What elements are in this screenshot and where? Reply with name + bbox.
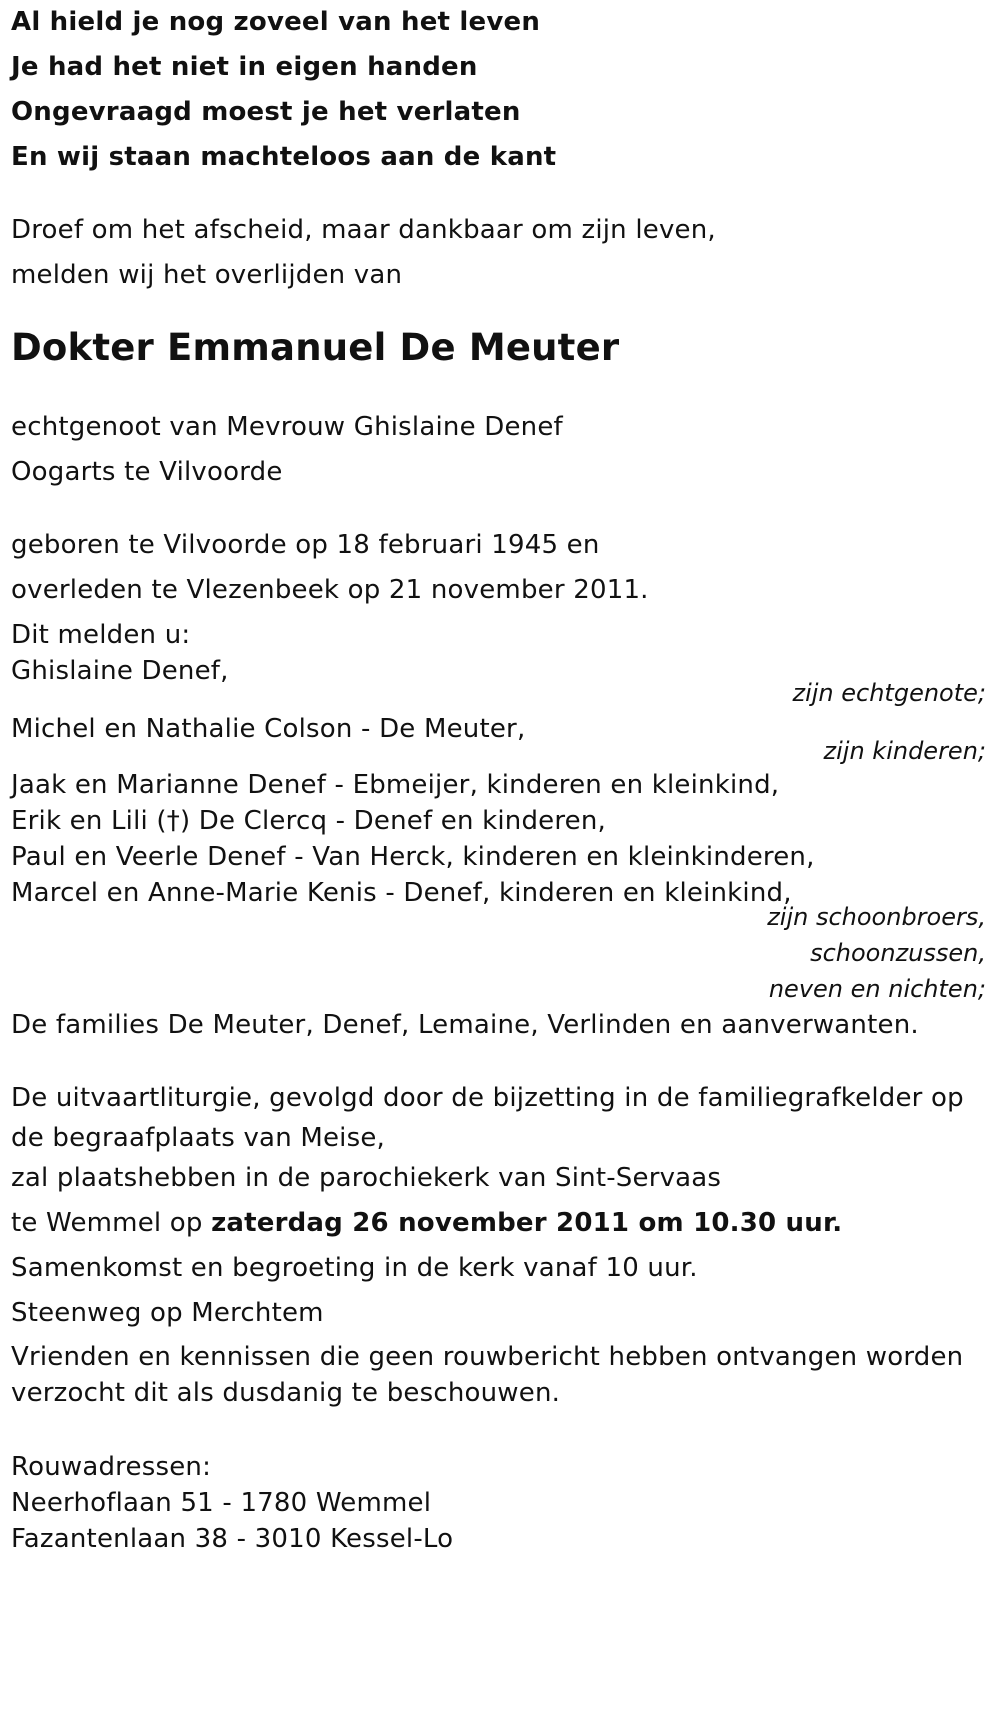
- death-date-line: overleden te Vlezenbeek op 21 november 2011.: [11, 575, 649, 605]
- profession-detail: Oogarts te Vilvoorde: [11, 457, 283, 487]
- announce-line: Dit melden u:: [11, 620, 191, 650]
- in-law-line-1: Jaak en Marianne Denef - Ebmeijer, kinderen en kleinkind,: [11, 770, 780, 800]
- family-spouse: Ghislaine Denef,: [11, 656, 229, 686]
- notice-text: Vrienden en kennissen die geen rouwbericht hebben ontvangen worden verzocht dit als dusdanig te beschouwen.: [11, 1342, 964, 1408]
- liturgy-text: De uitvaartliturgie, gevolgd door de bijzetting in de familiegrafkelder op de begraafplaats van Meise,: [11, 1083, 964, 1153]
- families-line: De families De Meuter, Denef, Lemaine, Verlinden en aanverwanten.: [11, 1010, 919, 1040]
- in-law-line-3: Paul en Veerle Denef - Van Herck, kinderen en kleinkinderen,: [11, 842, 815, 872]
- in-law-role-3: neven en nichten;: [768, 975, 986, 1003]
- street-line: Steenweg op Merchtem: [11, 1298, 324, 1328]
- family-spouse-role: zijn echtgenote;: [792, 679, 986, 707]
- address-2: Fazantenlaan 38 - 3010 Kessel-Lo: [11, 1524, 454, 1554]
- in-law-line-4: Marcel en Anne-Marie Kenis - Denef, kinderen en kleinkind,: [11, 878, 792, 908]
- verse-line-4: En wij staan machteloos aan de kant: [11, 142, 557, 172]
- in-law-role-2: schoonzussen,: [810, 939, 986, 967]
- funeral-when: [11, 1207, 842, 1239]
- church-place: zal plaatshebben in de parochiekerk van Sint-Servaas: [11, 1163, 722, 1193]
- intro-line-1: Droef om het afscheid, maar dankbaar om zijn leven,: [11, 215, 716, 245]
- addresses-label: Rouwadressen:: [11, 1452, 212, 1482]
- family-children: Michel en Nathalie Colson - De Meuter,: [11, 714, 526, 744]
- spouse-detail: echtgenoot van Mevrouw Ghislaine Denef: [11, 412, 563, 442]
- funeral-when-date: zaterdag 26 november 2011 om 10.30 uur.: [211, 1208, 843, 1238]
- address-1: Neerhoflaan 51 - 1780 Wemmel: [11, 1488, 432, 1518]
- family-children-role: zijn kinderen;: [823, 737, 986, 765]
- intro-line-2: melden wij het overlijden van: [11, 260, 403, 290]
- verse-line-1: Al hield je nog zoveel van het leven: [11, 7, 541, 37]
- funeral-when-prefix: te Wemmel op: [11, 1208, 212, 1238]
- birth-date-line: geboren te Vilvoorde op 18 februari 1945 en: [11, 530, 600, 560]
- deceased-name: Dokter Emmanuel De Meuter: [11, 326, 620, 369]
- verse-line-3: Ongevraagd moest je het verlaten: [11, 97, 521, 127]
- in-law-line-2: Erik en Lili (†) De Clercq - Denef en kinderen,: [11, 806, 607, 836]
- in-law-role-1: zijn schoonbroers,: [767, 903, 986, 931]
- verse-line-2: Je had het niet in eigen handen: [11, 52, 478, 82]
- gathering-line: Samenkomst en begroeting in de kerk vanaf 10 uur.: [11, 1253, 698, 1283]
